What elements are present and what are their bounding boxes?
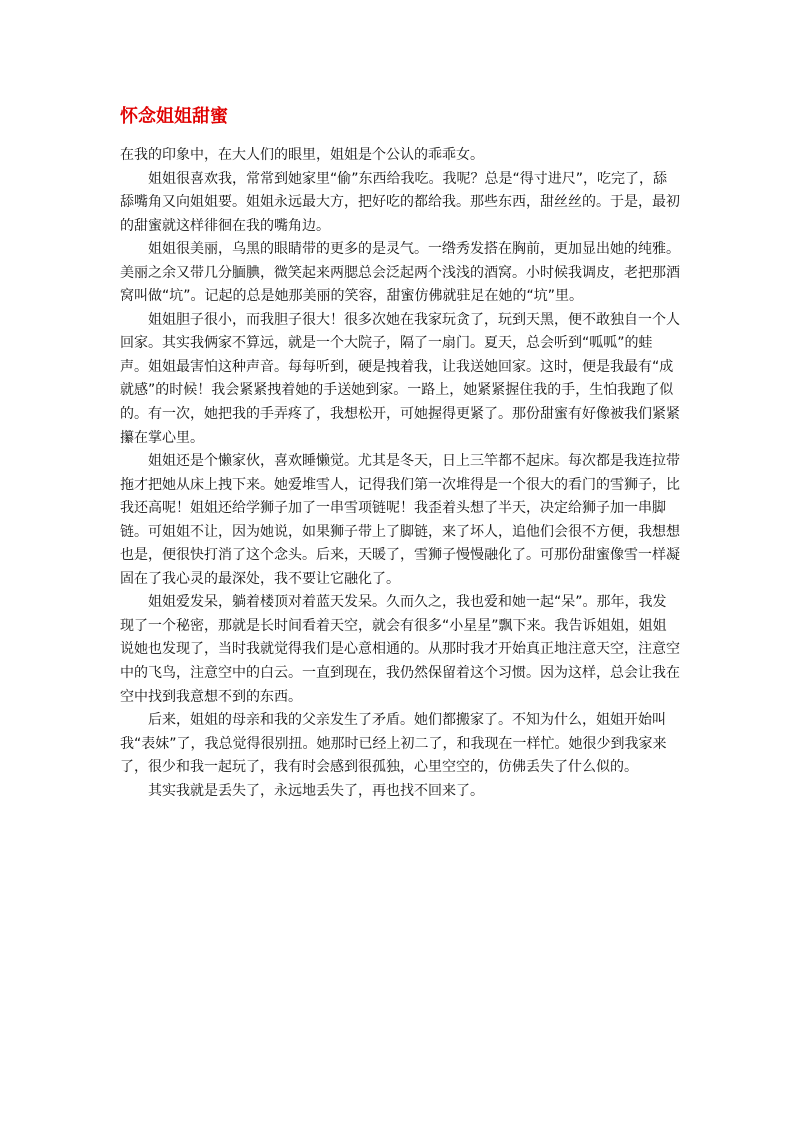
article-title: 怀念姐姐甜蜜 [120,106,228,127]
paragraph: 姐姐还是个懒家伙，喜欢睡懒觉。尤其是冬天，日上三竿都不起床。每次都是我连拉带拖才把她从床上拽下来。她爱堆雪人，记得我们第一次堆得是一个很大的看门的雪狮子，比我还高呢！姐姐还给学狮子加了一串雪项链呢！我歪着头想了半天，决定给狮子加一串脚链。可姐姐不让，因为她说，如果狮子带上了脚链，来了坏人，追他们会很不方便，我想想也是，便很快打消了这个念头。后来，天暖了，雪狮子慢慢融化了。可那份甜蜜像雪一样凝固在了我心灵的最深处，我不要让它融化了。 [120,453,680,587]
paragraph: 姐姐爱发呆，躺着楼顶对着蓝天发呆。久而久之，我也爱和她一起“呆”。那年，我发现了一个秘密，那就是长时间看着天空，就会有很多“小星星”飘下来。我告诉姐姐，姐姐说她也发现了，当时我就觉得我们是心意相通的。从那时我才开始真正地注意天空，注意空中的飞鸟，注意空中的白云。一直到现在，我仍然保留着这个习惯。因为这样，总会让我在空中找到我意想不到的东西。 [120,594,680,705]
article-body [120,144,680,803]
paragraph: 姐姐很美丽，乌黑的眼睛带的更多的是灵气。一绺秀发搭在胸前，更加显出她的纯雅。美丽之余又带几分腼腆，微笑起来两腮总会泛起两个浅浅的酒窝。小时候我调皮，老把那酒窝叫做“坑”。记起的总是她那美丽的笑容，甜蜜仿佛就驻足在她的“坑”里。 [120,241,680,305]
paragraph: 姐姐很喜欢我，常常到她家里“偷”东西给我吃。我呢？总是“得寸进尺”，吃完了，舔舔嘴角又向姐姐要。姐姐永远最大方，把好吃的都给我。那些东西，甜丝丝的。于是，最初的甜蜜就这样徘徊在我的嘴角边。 [120,170,680,234]
paragraph: 其实我就是丢失了，永远地丢失了，再也找不回来了。 [148,782,484,799]
paragraph: 后来，姐姐的母亲和我的父亲发生了矛盾。她们都搬家了。不知为什么，姐姐开始叫我“表妹”了，我总觉得很别扭。她那时已经上初二了，和我现在一样忙。她很少到我家来了，很少和我一起玩了，我有时会感到很孤独，心里空空的，仿佛丢失了什么似的。 [120,712,667,776]
paragraph: 在我的印象中，在大人们的眼里，姐姐是个公认的乖乖女。 [120,147,484,163]
paragraph: 姐姐胆子很小，而我胆子很大！很多次她在我家玩贪了，玩到天黑，便不敢独自一个人回家。其实我俩家不算远，就是一个大院子，隔了一扇门。夏天，总会听到“呱呱”的蛙声。姐姐最害怕这种声音。每每听到，硬是拽着我，让我送她回家。这时，便是我最有“成就感”的时候！我会紧紧拽着她的手送她到家。一路上，她紧紧握住我的手，生怕我跑了似的。有一次，她把我的手弄疼了，我想松开，可她握得更紧了。那份甜蜜有好像被我们紧紧攥在掌心里。 [120,311,680,446]
